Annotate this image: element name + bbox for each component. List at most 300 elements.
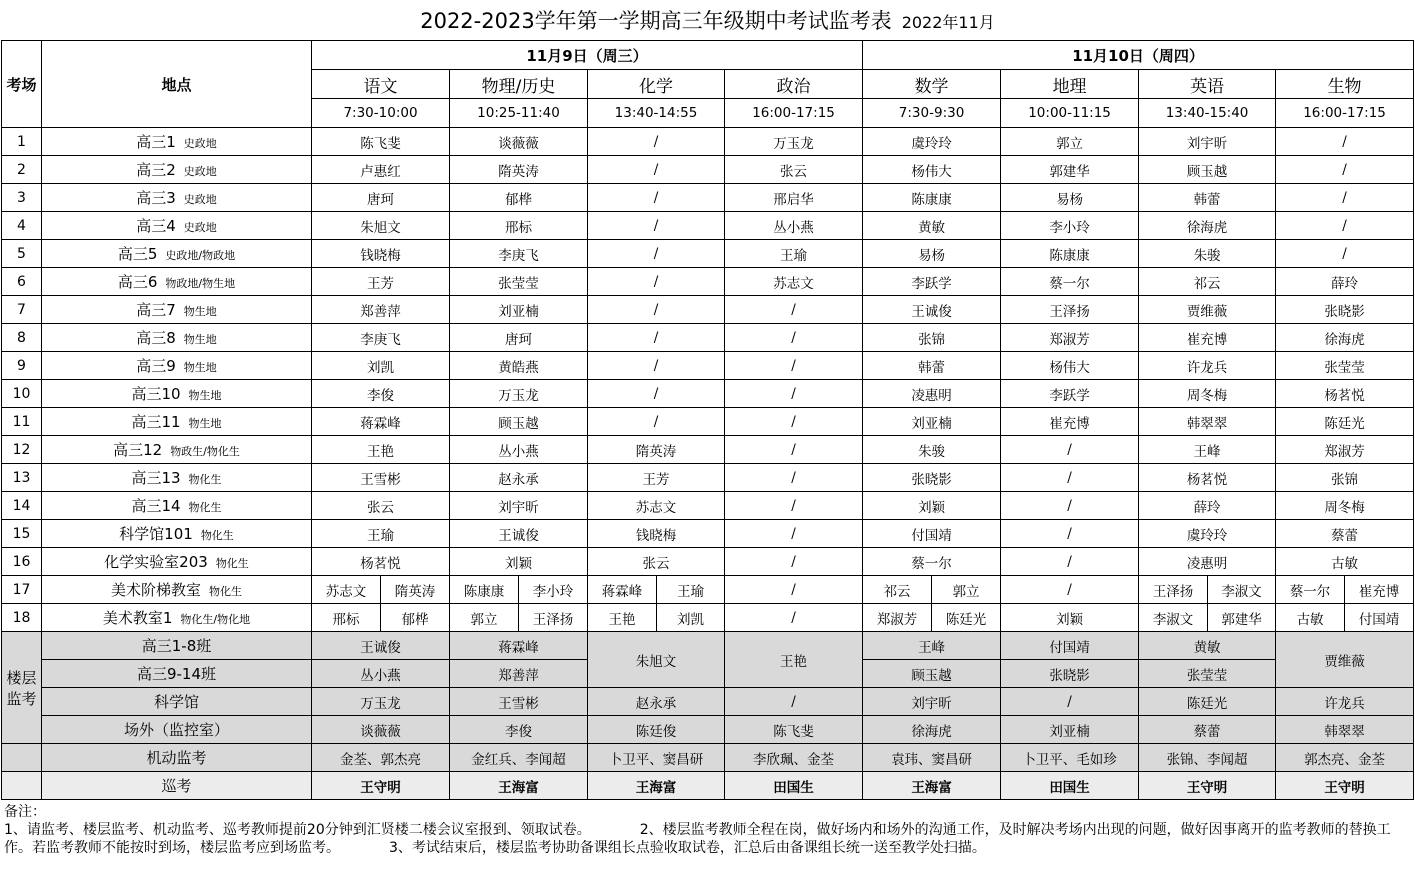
room-name: 美术阶梯教室 — [110, 581, 201, 599]
proctor-cell: 王雪彬 — [450, 688, 588, 716]
subject-group: 物化生 — [209, 585, 242, 598]
time-header: 16:00-17:15 — [725, 99, 863, 128]
proctor-cell: 祁云 — [863, 576, 932, 604]
room-name: 美术教室1 — [102, 609, 173, 627]
header-location: 地点 — [42, 41, 312, 128]
room-number: 12 — [2, 436, 42, 464]
subject-header: 政治 — [725, 70, 863, 99]
room-number: 17 — [2, 576, 42, 604]
room-name: 高三5 — [117, 245, 158, 263]
proctor-cell: / — [1276, 240, 1414, 268]
proctor-cell: 郭建华 — [1001, 156, 1139, 184]
table-row — [2, 128, 1414, 156]
proctor-cell: 贾维薇 — [1139, 296, 1276, 324]
proctor-cell: 王泽扬 — [1139, 576, 1208, 604]
room-name: 高三9 — [136, 357, 176, 375]
room-location — [42, 604, 312, 632]
room-location — [42, 464, 312, 492]
proctor-cell: 崔充博 — [1139, 324, 1276, 352]
proctor-cell: 李庚飞 — [312, 324, 450, 352]
proctor-cell: / — [1001, 436, 1139, 464]
proctor-cell: / — [1001, 464, 1139, 492]
proctor-cell: 王芳 — [588, 464, 725, 492]
proctor-cell: 崔充博 — [1001, 408, 1139, 436]
proctor-cell: 刘宇昕 — [863, 688, 1001, 716]
proctor-cell: 许龙兵 — [1276, 688, 1414, 716]
room-number: 4 — [2, 212, 42, 240]
proctor-cell: / — [725, 408, 863, 436]
proctor-cell: 虞玲玲 — [863, 128, 1001, 156]
table-row — [2, 576, 1414, 604]
title-text: 2022-2023学年第一学期高三年级期中考试监考表 — [420, 9, 892, 33]
room-number: 10 — [2, 380, 42, 408]
room-location — [42, 408, 312, 436]
table-row — [2, 240, 1414, 268]
proctor-cell: 王瑜 — [725, 240, 863, 268]
proctor-cell: 万玉龙 — [312, 688, 450, 716]
proctor-cell: 丛小燕 — [450, 436, 588, 464]
proctor-cell: 凌惠明 — [863, 380, 1001, 408]
proctor-cell: 王海富 — [863, 772, 1001, 800]
table-row — [2, 548, 1414, 576]
table-row — [2, 156, 1414, 184]
room-name: 高三3 — [136, 189, 176, 207]
proctor-cell: 杨茗悦 — [1139, 464, 1276, 492]
proctor-cell: 丛小燕 — [725, 212, 863, 240]
proctor-cell: 陈飞斐 — [725, 716, 863, 744]
mobile-row — [2, 744, 1414, 772]
proctor-cell: / — [725, 576, 863, 604]
proctor-cell: 黄敏 — [1139, 632, 1276, 660]
proctor-cell: 苏志文 — [312, 576, 381, 604]
subject-group: 史政地/物政地 — [165, 249, 236, 262]
proctor-cell: 谈薇薇 — [312, 716, 450, 744]
table-row — [2, 184, 1414, 212]
table-row — [2, 352, 1414, 380]
proctor-cell: 郭杰亮、金荃 — [1276, 744, 1414, 772]
room-number: 8 — [2, 324, 42, 352]
proctor-cell: / — [725, 688, 863, 716]
proctor-cell: / — [725, 296, 863, 324]
proctor-cell: 张莹莹 — [450, 268, 588, 296]
table-row — [2, 212, 1414, 240]
proctor-cell: 黄敏 — [863, 212, 1001, 240]
room-location — [42, 240, 312, 268]
proctor-cell: 王雪彬 — [312, 464, 450, 492]
proctor-cell: / — [725, 492, 863, 520]
proctor-cell: / — [725, 548, 863, 576]
room-name: 高三10 — [131, 385, 181, 403]
proctor-cell: 郭立 — [932, 576, 1001, 604]
proctor-cell: 郑善萍 — [312, 296, 450, 324]
subject-group: 物生地 — [183, 333, 217, 346]
table-row — [2, 324, 1414, 352]
floor-area: 场外（监控室） — [42, 716, 312, 744]
floor-area: 高三9-14班 — [42, 660, 312, 688]
proctor-cell: 徐海虎 — [1139, 212, 1276, 240]
proctor-cell: 卜卫平、毛如珍 — [1001, 744, 1139, 772]
proctor-cell: 顾玉越 — [450, 408, 588, 436]
note-2: 2、楼层监考教师全程在岗，做好场内和场外的沟通工作，及时解决考场内出现的问题，做好因事离开的监考教师的替换工作。若监考教师不能按时到场，楼层监考应到场监考。 — [4, 822, 1391, 856]
proctor-cell: / — [1001, 520, 1139, 548]
proctor-cell: 刘颖 — [450, 548, 588, 576]
proctor-cell: 李淑文 — [1139, 604, 1208, 632]
proctor-cell: 张云 — [725, 156, 863, 184]
room-location — [42, 352, 312, 380]
proctor-cell: / — [1276, 156, 1414, 184]
proctor-cell: 王守明 — [1139, 772, 1276, 800]
proctor-cell: 李跃学 — [863, 268, 1001, 296]
proctor-cell: 崔充博 — [1345, 576, 1414, 604]
proctor-cell: 王泽扬 — [1001, 296, 1139, 324]
room-location — [42, 548, 312, 576]
proctor-cell: 陈廷光 — [1276, 408, 1414, 436]
subject-header: 语文 — [312, 70, 450, 99]
room-number: 15 — [2, 520, 42, 548]
proctor-cell: 蔡蕾 — [1276, 520, 1414, 548]
table-row — [2, 464, 1414, 492]
mobile-label: 机动监考 — [42, 744, 312, 772]
proctor-cell: 王守明 — [1276, 772, 1414, 800]
proctor-cell: 韩蕾 — [863, 352, 1001, 380]
room-number: 2 — [2, 156, 42, 184]
proctor-cell: / — [588, 352, 725, 380]
proctor-cell: 许龙兵 — [1139, 352, 1276, 380]
proctor-cell: 刘宇昕 — [450, 492, 588, 520]
proctor-cell: 唐珂 — [312, 184, 450, 212]
time-header: 13:40-14:55 — [588, 99, 725, 128]
proctor-cell: 刘颖 — [1001, 604, 1139, 632]
proctor-cell: 李庚飞 — [450, 240, 588, 268]
proctor-cell: 李俊 — [450, 716, 588, 744]
proctor-cell: / — [588, 268, 725, 296]
subject-group: 物政生/物化生 — [170, 445, 240, 458]
proctor-cell: 邢标 — [450, 212, 588, 240]
room-location — [42, 324, 312, 352]
proctor-cell: 陈廷光 — [932, 604, 1001, 632]
table-row — [2, 408, 1414, 436]
time-header: 7:30-9:30 — [863, 99, 1001, 128]
proctor-cell: 郁桦 — [450, 184, 588, 212]
proctor-cell: 易杨 — [863, 240, 1001, 268]
proctor-cell: 薛玲 — [1139, 492, 1276, 520]
proctor-cell: 万玉龙 — [725, 128, 863, 156]
proctor-cell: 隋英涛 — [450, 156, 588, 184]
proctor-cell: 王艳 — [312, 436, 450, 464]
proctor-cell: 王峰 — [863, 632, 1001, 660]
subject-header: 化学 — [588, 70, 725, 99]
patrol-row — [2, 772, 1414, 800]
proctor-cell: / — [588, 212, 725, 240]
proctor-cell: 赵永承 — [588, 688, 725, 716]
proctor-cell: / — [725, 520, 863, 548]
proctor-cell: 郑淑芳 — [863, 604, 932, 632]
proctor-cell: 陈廷光 — [1139, 688, 1276, 716]
proctor-cell: 杨伟大 — [863, 156, 1001, 184]
proctor-cell: 张晓影 — [1001, 660, 1139, 688]
room-location — [42, 436, 312, 464]
proctor-cell: 张莹莹 — [1139, 660, 1276, 688]
proctor-cell: 钱晓梅 — [312, 240, 450, 268]
proctor-cell: 朱旭文 — [312, 212, 450, 240]
table-row — [2, 520, 1414, 548]
subject-header: 英语 — [1139, 70, 1276, 99]
proctor-cell: 周冬梅 — [1139, 380, 1276, 408]
proctor-cell: 万玉龙 — [450, 380, 588, 408]
room-number: 1 — [2, 128, 42, 156]
proctor-cell: / — [1276, 184, 1414, 212]
room-number: 16 — [2, 548, 42, 576]
header-room: 考场 — [2, 41, 42, 128]
subject-header: 数学 — [863, 70, 1001, 99]
proctor-cell: 金荃、郭杰亮 — [312, 744, 450, 772]
proctor-cell: 王海富 — [588, 772, 725, 800]
subject-group: 物化生 — [188, 501, 222, 514]
proctor-cell: 刘凯 — [312, 352, 450, 380]
room-name: 高三14 — [131, 497, 181, 515]
proctor-cell: / — [1001, 492, 1139, 520]
room-location — [42, 492, 312, 520]
room-location — [42, 296, 312, 324]
room-number: 11 — [2, 408, 42, 436]
time-header: 7:30-10:00 — [312, 99, 450, 128]
room-name: 高三12 — [113, 441, 163, 459]
schedule-table — [1, 40, 1414, 800]
proctor-cell: / — [1001, 576, 1139, 604]
proctor-cell: 郑淑芳 — [1276, 436, 1414, 464]
subject-group: 史政地 — [183, 193, 217, 206]
page-title — [0, 0, 1415, 40]
proctor-cell: 朱骏 — [1139, 240, 1276, 268]
proctor-cell: 薛玲 — [1276, 268, 1414, 296]
proctor-cell: 陈飞斐 — [312, 128, 450, 156]
proctor-cell: 杨伟大 — [1001, 352, 1139, 380]
proctor-cell: 蔡一尔 — [863, 548, 1001, 576]
proctor-cell: 谈薇薇 — [450, 128, 588, 156]
proctor-cell: 杨茗悦 — [1276, 380, 1414, 408]
proctor-cell: 陈廷俊 — [588, 716, 725, 744]
room-number: 14 — [2, 492, 42, 520]
proctor-cell: 王瑜 — [312, 520, 450, 548]
proctor-cell: 王海富 — [450, 772, 588, 800]
proctor-cell: 金红兵、李闻超 — [450, 744, 588, 772]
proctor-cell: 丛小燕 — [312, 660, 450, 688]
subject-group: 物化生 — [188, 473, 222, 486]
floor-row — [2, 632, 1414, 660]
proctor-cell: 朱旭文 — [588, 632, 725, 688]
subject-group: 物生地 — [188, 389, 222, 402]
proctor-cell: 付国靖 — [1345, 604, 1414, 632]
proctor-cell: 虞玲玲 — [1139, 520, 1276, 548]
proctor-cell: 付国靖 — [1001, 632, 1139, 660]
proctor-cell: 王守明 — [312, 772, 450, 800]
proctor-cell: 李小玲 — [519, 576, 588, 604]
room-name: 高三13 — [131, 469, 181, 487]
table-row — [2, 296, 1414, 324]
proctor-cell: 陈康康 — [863, 184, 1001, 212]
proctor-cell: 蒋霖峰 — [588, 576, 657, 604]
proctor-cell: / — [1276, 212, 1414, 240]
proctor-cell: / — [725, 604, 863, 632]
proctor-cell: 张晓影 — [863, 464, 1001, 492]
header-date-row — [2, 41, 1414, 70]
proctor-cell: 古敏 — [1276, 548, 1414, 576]
header-day2: 11月10日（周四） — [863, 41, 1414, 70]
room-name: 科学馆101 — [119, 525, 193, 543]
proctor-cell: 顾玉越 — [1139, 156, 1276, 184]
proctor-cell: 李小玲 — [1001, 212, 1139, 240]
proctor-cell: 唐珂 — [450, 324, 588, 352]
floor-area: 科学馆 — [42, 688, 312, 716]
proctor-cell: 王瑜 — [657, 576, 725, 604]
table-row — [2, 436, 1414, 464]
room-name: 高三6 — [117, 273, 158, 291]
patrol-blank — [2, 772, 42, 800]
proctor-cell: 张锦、李闻超 — [1139, 744, 1276, 772]
proctor-cell: 张晓影 — [1276, 296, 1414, 324]
proctor-cell: 徐海虎 — [863, 716, 1001, 744]
proctor-cell: 王艳 — [588, 604, 657, 632]
table-body — [2, 41, 1414, 800]
proctor-cell: 韩蕾 — [1139, 184, 1276, 212]
proctor-cell: 王诚俊 — [312, 632, 450, 660]
proctor-cell: 刘凯 — [657, 604, 725, 632]
proctor-cell: 周冬梅 — [1276, 492, 1414, 520]
proctor-cell: 张云 — [312, 492, 450, 520]
mobile-blank — [2, 744, 42, 772]
subject-header: 物理/历史 — [450, 70, 588, 99]
proctor-cell: 凌惠明 — [1139, 548, 1276, 576]
room-name: 化学实验室203 — [104, 553, 208, 571]
proctor-cell: 袁玮、窦昌研 — [863, 744, 1001, 772]
header-day1: 11月9日（周三） — [312, 41, 863, 70]
proctor-cell: 黄皓燕 — [450, 352, 588, 380]
proctor-cell: 苏志文 — [725, 268, 863, 296]
proctor-cell: 郭立 — [450, 604, 519, 632]
time-header: 16:00-17:15 — [1276, 99, 1414, 128]
floor-area: 高三1-8班 — [42, 632, 312, 660]
room-location — [42, 128, 312, 156]
notes-body — [4, 821, 1409, 857]
room-location — [42, 212, 312, 240]
proctor-cell: 卜卫平、窦昌研 — [588, 744, 725, 772]
subject-group: 史政地 — [183, 165, 217, 178]
proctor-cell: 刘宇昕 — [1139, 128, 1276, 156]
proctor-cell: 李跃学 — [1001, 380, 1139, 408]
room-number: 5 — [2, 240, 42, 268]
proctor-cell: 钱晓梅 — [588, 520, 725, 548]
table-row — [2, 492, 1414, 520]
proctor-cell: 田国生 — [1001, 772, 1139, 800]
subject-group: 史政地 — [183, 221, 217, 234]
proctor-cell: / — [588, 408, 725, 436]
notes — [0, 800, 1413, 857]
room-name: 高三1 — [136, 133, 176, 151]
proctor-cell: 刘颖 — [863, 492, 1001, 520]
proctor-cell: 卢惠红 — [312, 156, 450, 184]
proctor-cell: / — [725, 464, 863, 492]
subject-header: 地理 — [1001, 70, 1139, 99]
proctor-cell: 顾玉越 — [863, 660, 1001, 688]
proctor-cell: 蒋霖峰 — [312, 408, 450, 436]
proctor-cell: / — [1001, 548, 1139, 576]
proctor-cell: / — [725, 436, 863, 464]
proctor-cell: 田国生 — [725, 772, 863, 800]
proctor-cell: 邢启华 — [725, 184, 863, 212]
proctor-cell: 蒋霖峰 — [450, 632, 588, 660]
proctor-cell: 赵永承 — [450, 464, 588, 492]
room-name: 高三2 — [136, 161, 176, 179]
time-header: 10:00-11:15 — [1001, 99, 1139, 128]
proctor-cell: 陈康康 — [450, 576, 519, 604]
proctor-cell: 蔡一尔 — [1276, 576, 1345, 604]
proctor-cell: 隋英涛 — [588, 436, 725, 464]
proctor-cell: 郑淑芳 — [1001, 324, 1139, 352]
proctor-cell: 蔡一尔 — [1001, 268, 1139, 296]
proctor-cell: 王艳 — [725, 632, 863, 688]
room-location — [42, 380, 312, 408]
proctor-cell: 郑善萍 — [450, 660, 588, 688]
proctor-cell: 王芳 — [312, 268, 450, 296]
proctor-cell: 古敏 — [1276, 604, 1345, 632]
proctor-cell: 王泽扬 — [519, 604, 588, 632]
proctor-cell: 刘亚楠 — [1001, 716, 1139, 744]
proctor-cell: / — [1001, 688, 1139, 716]
table-row — [2, 380, 1414, 408]
room-location — [42, 156, 312, 184]
proctor-cell: 祁云 — [1139, 268, 1276, 296]
proctor-cell: 王诚俊 — [450, 520, 588, 548]
patrol-label: 巡考 — [42, 772, 312, 800]
proctor-cell: / — [588, 128, 725, 156]
subject-group: 物化生 — [215, 557, 249, 570]
proctor-cell: / — [588, 240, 725, 268]
subject-header: 生物 — [1276, 70, 1414, 99]
room-number: 6 — [2, 268, 42, 296]
proctor-cell: 韩翠翠 — [1139, 408, 1276, 436]
proctor-cell: 蔡蕾 — [1139, 716, 1276, 744]
proctor-cell: 陈康康 — [1001, 240, 1139, 268]
subject-group: 史政地 — [183, 137, 217, 150]
room-number: 7 — [2, 296, 42, 324]
proctor-cell: 易杨 — [1001, 184, 1139, 212]
proctor-cell: 徐海虎 — [1276, 324, 1414, 352]
floor-row — [2, 688, 1414, 716]
proctor-cell: 王诚俊 — [863, 296, 1001, 324]
room-location — [42, 576, 312, 604]
proctor-cell: 韩翠翠 — [1276, 716, 1414, 744]
title-date: 2022年11月 — [901, 13, 995, 32]
proctor-cell: / — [725, 324, 863, 352]
proctor-cell: / — [1276, 128, 1414, 156]
room-number: 18 — [2, 604, 42, 632]
proctor-cell: / — [588, 184, 725, 212]
proctor-cell: / — [588, 324, 725, 352]
proctor-cell: 李淑文 — [1208, 576, 1276, 604]
notes-head: 备注： — [4, 804, 46, 820]
room-number: 13 — [2, 464, 42, 492]
proctor-cell: 贾维薇 — [1276, 632, 1414, 688]
floor-row — [2, 716, 1414, 744]
subject-group: 物政地/物生地 — [165, 277, 236, 290]
room-number: 3 — [2, 184, 42, 212]
proctor-cell: 朱骏 — [863, 436, 1001, 464]
proctor-cell: 张锦 — [863, 324, 1001, 352]
subject-group: 物化生 — [200, 529, 234, 542]
room-name: 高三8 — [136, 329, 176, 347]
time-header: 10:25-11:40 — [450, 99, 588, 128]
proctor-cell: 刘亚楠 — [863, 408, 1001, 436]
